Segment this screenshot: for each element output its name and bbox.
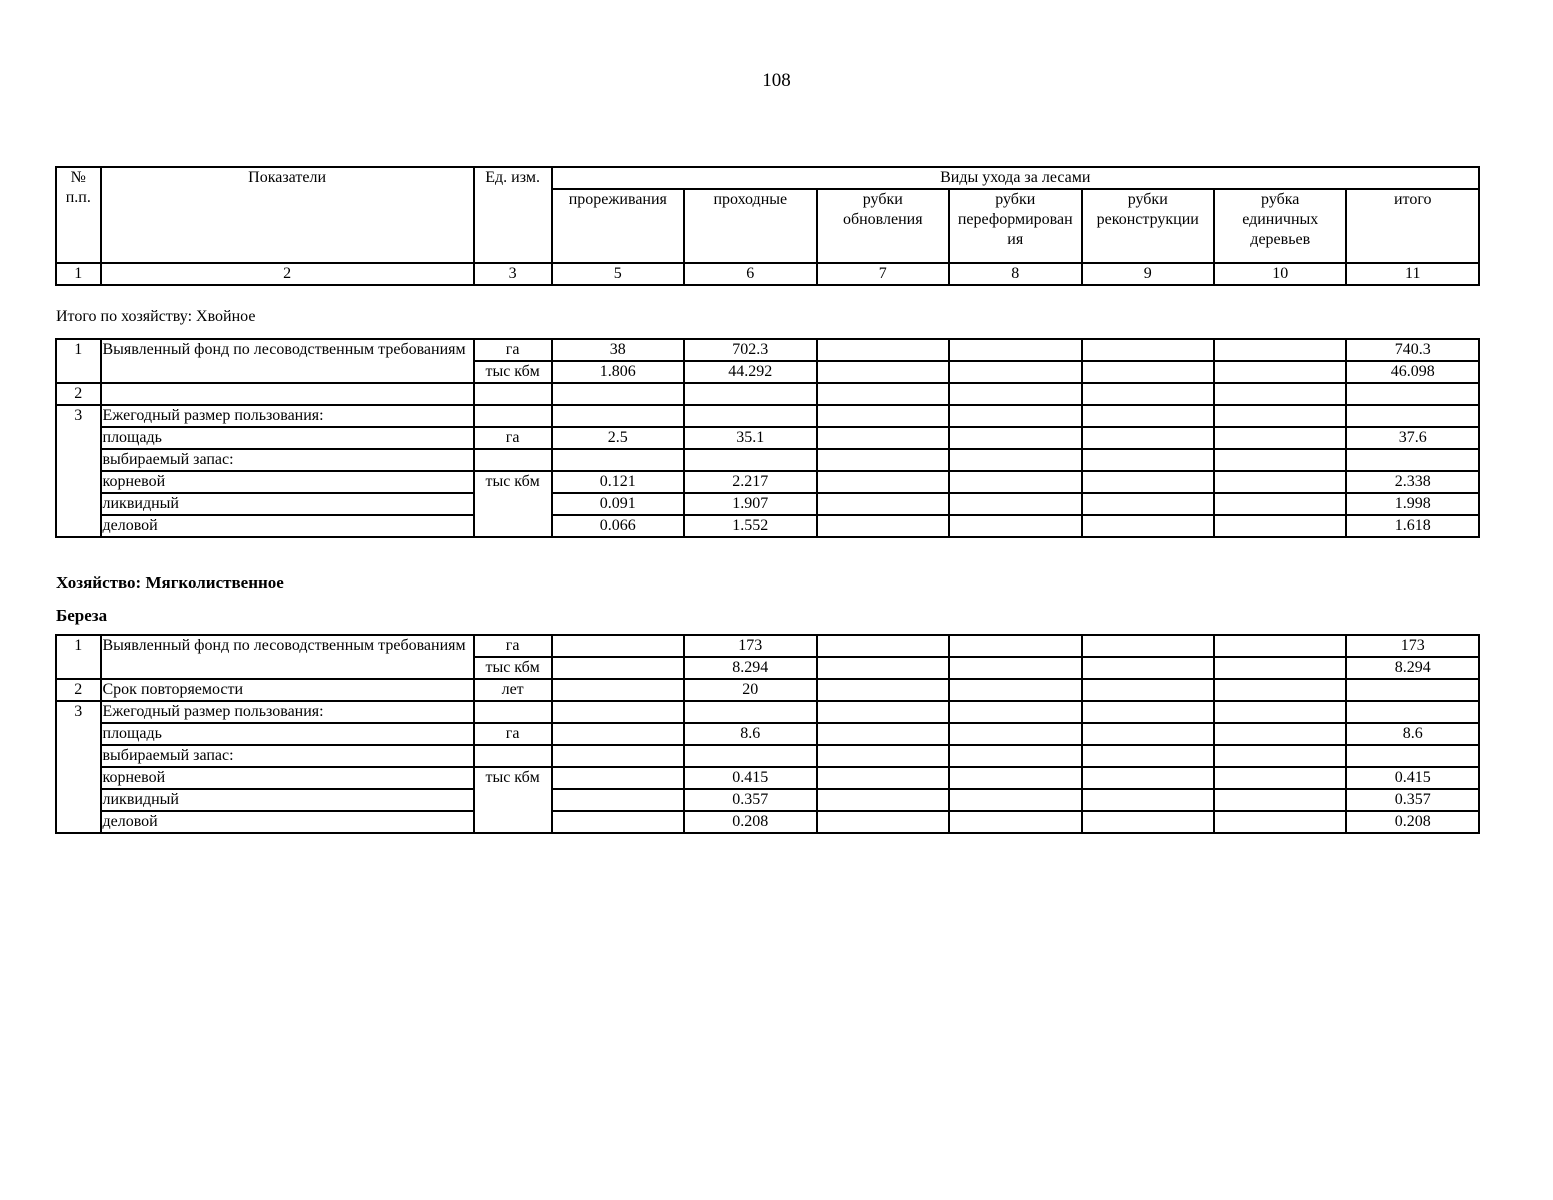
row-label: Ежегодный размер пользования:: [101, 405, 474, 427]
value-cell: [817, 427, 949, 449]
value-cell: [1214, 635, 1346, 657]
table-row: [56, 701, 1479, 723]
value-cell: 0.208: [684, 811, 816, 833]
value-cell: [552, 449, 684, 471]
value-cell: 2.5: [552, 427, 684, 449]
value-cell: [1214, 701, 1346, 723]
header-sub: рубки реконструкции: [1082, 189, 1214, 263]
value-cell: [1346, 383, 1479, 405]
value-cell: [817, 723, 949, 745]
value-cell: 2.338: [1346, 471, 1479, 493]
table-row: [56, 635, 1479, 657]
header-sub: проходные: [684, 189, 816, 263]
row-label: площадь: [101, 723, 474, 745]
value-cell: [1082, 701, 1214, 723]
value-cell: [1214, 657, 1346, 679]
value-cell: [1082, 339, 1214, 361]
unit-cell: га: [474, 723, 552, 745]
row-number: 2: [56, 383, 101, 405]
unit-cell: га: [474, 339, 552, 361]
row-label: Выявленный фонд по лесоводственным требованиям: [101, 635, 474, 679]
unit-cell: [474, 701, 552, 723]
value-cell: [817, 449, 949, 471]
value-cell: [1214, 723, 1346, 745]
row-label: выбираемый запас:: [101, 449, 474, 471]
value-cell: 702.3: [684, 339, 816, 361]
value-cell: [1082, 789, 1214, 811]
value-cell: 173: [684, 635, 816, 657]
value-cell: 8.294: [1346, 657, 1479, 679]
value-cell: 0.091: [552, 493, 684, 515]
value-cell: [684, 405, 816, 427]
value-cell: [949, 679, 1081, 701]
col-number: 1: [56, 263, 101, 285]
value-cell: [949, 383, 1081, 405]
value-cell: [817, 767, 949, 789]
value-cell: [1214, 405, 1346, 427]
value-cell: 1.618: [1346, 515, 1479, 537]
col-number: 9: [1082, 263, 1214, 285]
value-cell: [817, 811, 949, 833]
header-sub: итого: [1346, 189, 1479, 263]
row-label: деловой: [101, 811, 474, 833]
value-cell: [949, 767, 1081, 789]
col-number: 7: [817, 263, 949, 285]
value-cell: [817, 493, 949, 515]
table-row: [56, 723, 1479, 745]
value-cell: 173: [1346, 635, 1479, 657]
value-cell: [817, 657, 949, 679]
row-label: корневой: [101, 471, 474, 493]
value-cell: [1082, 745, 1214, 767]
col-number: 11: [1346, 263, 1479, 285]
unit-cell: [474, 405, 552, 427]
value-cell: [1082, 449, 1214, 471]
value-cell: 0.357: [1346, 789, 1479, 811]
value-cell: [1082, 767, 1214, 789]
value-cell: [552, 767, 684, 789]
row-label: деловой: [101, 515, 474, 537]
page-number: 108: [762, 70, 791, 91]
header-sub: рубка единичных деревьев: [1214, 189, 1346, 263]
row-label: Выявленный фонд по лесоводственным требованиям: [101, 339, 474, 383]
value-cell: 1.998: [1346, 493, 1479, 515]
value-cell: 8.6: [1346, 723, 1479, 745]
row-label: ликвидный: [101, 493, 474, 515]
value-cell: [949, 789, 1081, 811]
table-row: [56, 767, 1479, 789]
value-cell: 0.415: [1346, 767, 1479, 789]
value-cell: [1214, 383, 1346, 405]
row-label: площадь: [101, 427, 474, 449]
value-cell: [1214, 811, 1346, 833]
value-cell: [552, 657, 684, 679]
value-cell: [817, 789, 949, 811]
col-number: 5: [552, 263, 684, 285]
table-row: [56, 789, 1479, 811]
value-cell: [949, 361, 1081, 383]
col-number: 3: [474, 263, 552, 285]
value-cell: 44.292: [684, 361, 816, 383]
unit-cell: га: [474, 427, 552, 449]
value-cell: 1.552: [684, 515, 816, 537]
value-cell: [949, 449, 1081, 471]
value-cell: [949, 657, 1081, 679]
unit-cell: лет: [474, 679, 552, 701]
value-cell: [817, 405, 949, 427]
table-row: [56, 679, 1479, 701]
value-cell: 0.121: [552, 471, 684, 493]
value-cell: [1082, 635, 1214, 657]
table-row: [56, 427, 1479, 449]
value-cell: 20: [684, 679, 816, 701]
value-cell: [1346, 449, 1479, 471]
value-cell: [817, 701, 949, 723]
value-cell: 0.066: [552, 515, 684, 537]
row-number: 1: [56, 339, 101, 383]
row-label: Ежегодный размер пользования:: [101, 701, 474, 723]
row-label: выбираемый запас:: [101, 745, 474, 767]
value-cell: 46.098: [1346, 361, 1479, 383]
value-cell: [1214, 339, 1346, 361]
value-cell: [949, 405, 1081, 427]
value-cell: [1082, 361, 1214, 383]
row-number: 3: [56, 405, 101, 537]
value-cell: [552, 789, 684, 811]
header-sub: рубки обновления: [817, 189, 949, 263]
value-cell: [1346, 701, 1479, 723]
table-row: [56, 745, 1479, 767]
value-cell: [949, 701, 1081, 723]
value-cell: [949, 515, 1081, 537]
value-cell: [949, 427, 1081, 449]
col-number: 6: [684, 263, 816, 285]
table-row: [56, 449, 1479, 471]
unit-cell: [474, 383, 552, 405]
row-number: 2: [56, 679, 101, 701]
section2-table: [55, 634, 1480, 834]
table-row: [56, 405, 1479, 427]
value-cell: 8.6: [684, 723, 816, 745]
header-unit: Ед. изм.: [474, 167, 552, 263]
value-cell: [1214, 493, 1346, 515]
value-cell: [552, 811, 684, 833]
value-cell: [817, 383, 949, 405]
value-cell: [1082, 723, 1214, 745]
table-row: [56, 339, 1479, 361]
value-cell: [1214, 427, 1346, 449]
header-sub: прореживания: [552, 189, 684, 263]
table-row: [56, 383, 1479, 405]
value-cell: [1214, 361, 1346, 383]
value-cell: [1214, 679, 1346, 701]
value-cell: [552, 723, 684, 745]
value-cell: 0.357: [684, 789, 816, 811]
value-cell: [949, 635, 1081, 657]
value-cell: 0.208: [1346, 811, 1479, 833]
value-cell: [684, 383, 816, 405]
row-label: ликвидный: [101, 789, 474, 811]
value-cell: [1346, 405, 1479, 427]
value-cell: 38: [552, 339, 684, 361]
table-row: [56, 811, 1479, 833]
value-cell: [817, 471, 949, 493]
value-cell: [1214, 515, 1346, 537]
header-table: [55, 166, 1480, 286]
value-cell: [1082, 515, 1214, 537]
value-cell: [817, 635, 949, 657]
value-cell: [1214, 471, 1346, 493]
value-cell: [1346, 679, 1479, 701]
value-cell: [552, 679, 684, 701]
value-cell: [552, 635, 684, 657]
section2-subcaption: Береза: [56, 606, 108, 625]
row-label: Срок повторяемости: [101, 679, 474, 701]
value-cell: 2.217: [684, 471, 816, 493]
value-cell: [1346, 745, 1479, 767]
value-cell: [1082, 405, 1214, 427]
table-row: [56, 471, 1479, 493]
value-cell: 1.907: [684, 493, 816, 515]
unit-cell: тыс кбм: [474, 361, 552, 383]
header-num: № п.п.: [56, 167, 101, 263]
value-cell: [684, 701, 816, 723]
value-cell: 740.3: [1346, 339, 1479, 361]
header-indicators: Показатели: [101, 167, 474, 263]
value-cell: [684, 745, 816, 767]
row-label: корневой: [101, 767, 474, 789]
header-sub: рубки переформирован ия: [949, 189, 1081, 263]
unit-cell: га: [474, 635, 552, 657]
value-cell: [949, 723, 1081, 745]
unit-cell: тыс кбм: [474, 767, 552, 833]
value-cell: 1.806: [552, 361, 684, 383]
value-cell: [817, 745, 949, 767]
table-row: [56, 493, 1479, 515]
value-cell: [949, 339, 1081, 361]
value-cell: [1214, 789, 1346, 811]
section1-table: [55, 338, 1480, 538]
value-cell: [1214, 745, 1346, 767]
value-cell: 0.415: [684, 767, 816, 789]
row-number: 1: [56, 635, 101, 679]
row-number: 3: [56, 701, 101, 833]
unit-cell: [474, 745, 552, 767]
section2-caption: Хозяйство: Мягколиственное: [56, 573, 284, 592]
value-cell: [949, 493, 1081, 515]
unit-cell: тыс кбм: [474, 471, 552, 537]
value-cell: [949, 471, 1081, 493]
value-cell: [1082, 471, 1214, 493]
value-cell: [1214, 767, 1346, 789]
table-row: [56, 515, 1479, 537]
value-cell: [1082, 679, 1214, 701]
value-cell: [817, 339, 949, 361]
value-cell: [552, 383, 684, 405]
row-label: [101, 383, 474, 405]
value-cell: [1082, 383, 1214, 405]
section1-caption: Итого по хозяйству: Хвойное: [56, 308, 256, 325]
col-number: 2: [101, 263, 474, 285]
value-cell: [1082, 493, 1214, 515]
value-cell: [949, 811, 1081, 833]
value-cell: 37.6: [1346, 427, 1479, 449]
value-cell: [552, 701, 684, 723]
value-cell: [1214, 449, 1346, 471]
col-number: 8: [949, 263, 1081, 285]
unit-cell: тыс кбм: [474, 657, 552, 679]
value-cell: [817, 361, 949, 383]
value-cell: [949, 745, 1081, 767]
unit-cell: [474, 449, 552, 471]
value-cell: [552, 405, 684, 427]
value-cell: [684, 449, 816, 471]
value-cell: [1082, 427, 1214, 449]
value-cell: [552, 745, 684, 767]
header-group: Виды ухода за лесами: [552, 167, 1479, 189]
value-cell: [817, 679, 949, 701]
value-cell: [1082, 811, 1214, 833]
col-number: 10: [1214, 263, 1346, 285]
value-cell: [817, 515, 949, 537]
value-cell: 8.294: [684, 657, 816, 679]
value-cell: 35.1: [684, 427, 816, 449]
value-cell: [1082, 657, 1214, 679]
